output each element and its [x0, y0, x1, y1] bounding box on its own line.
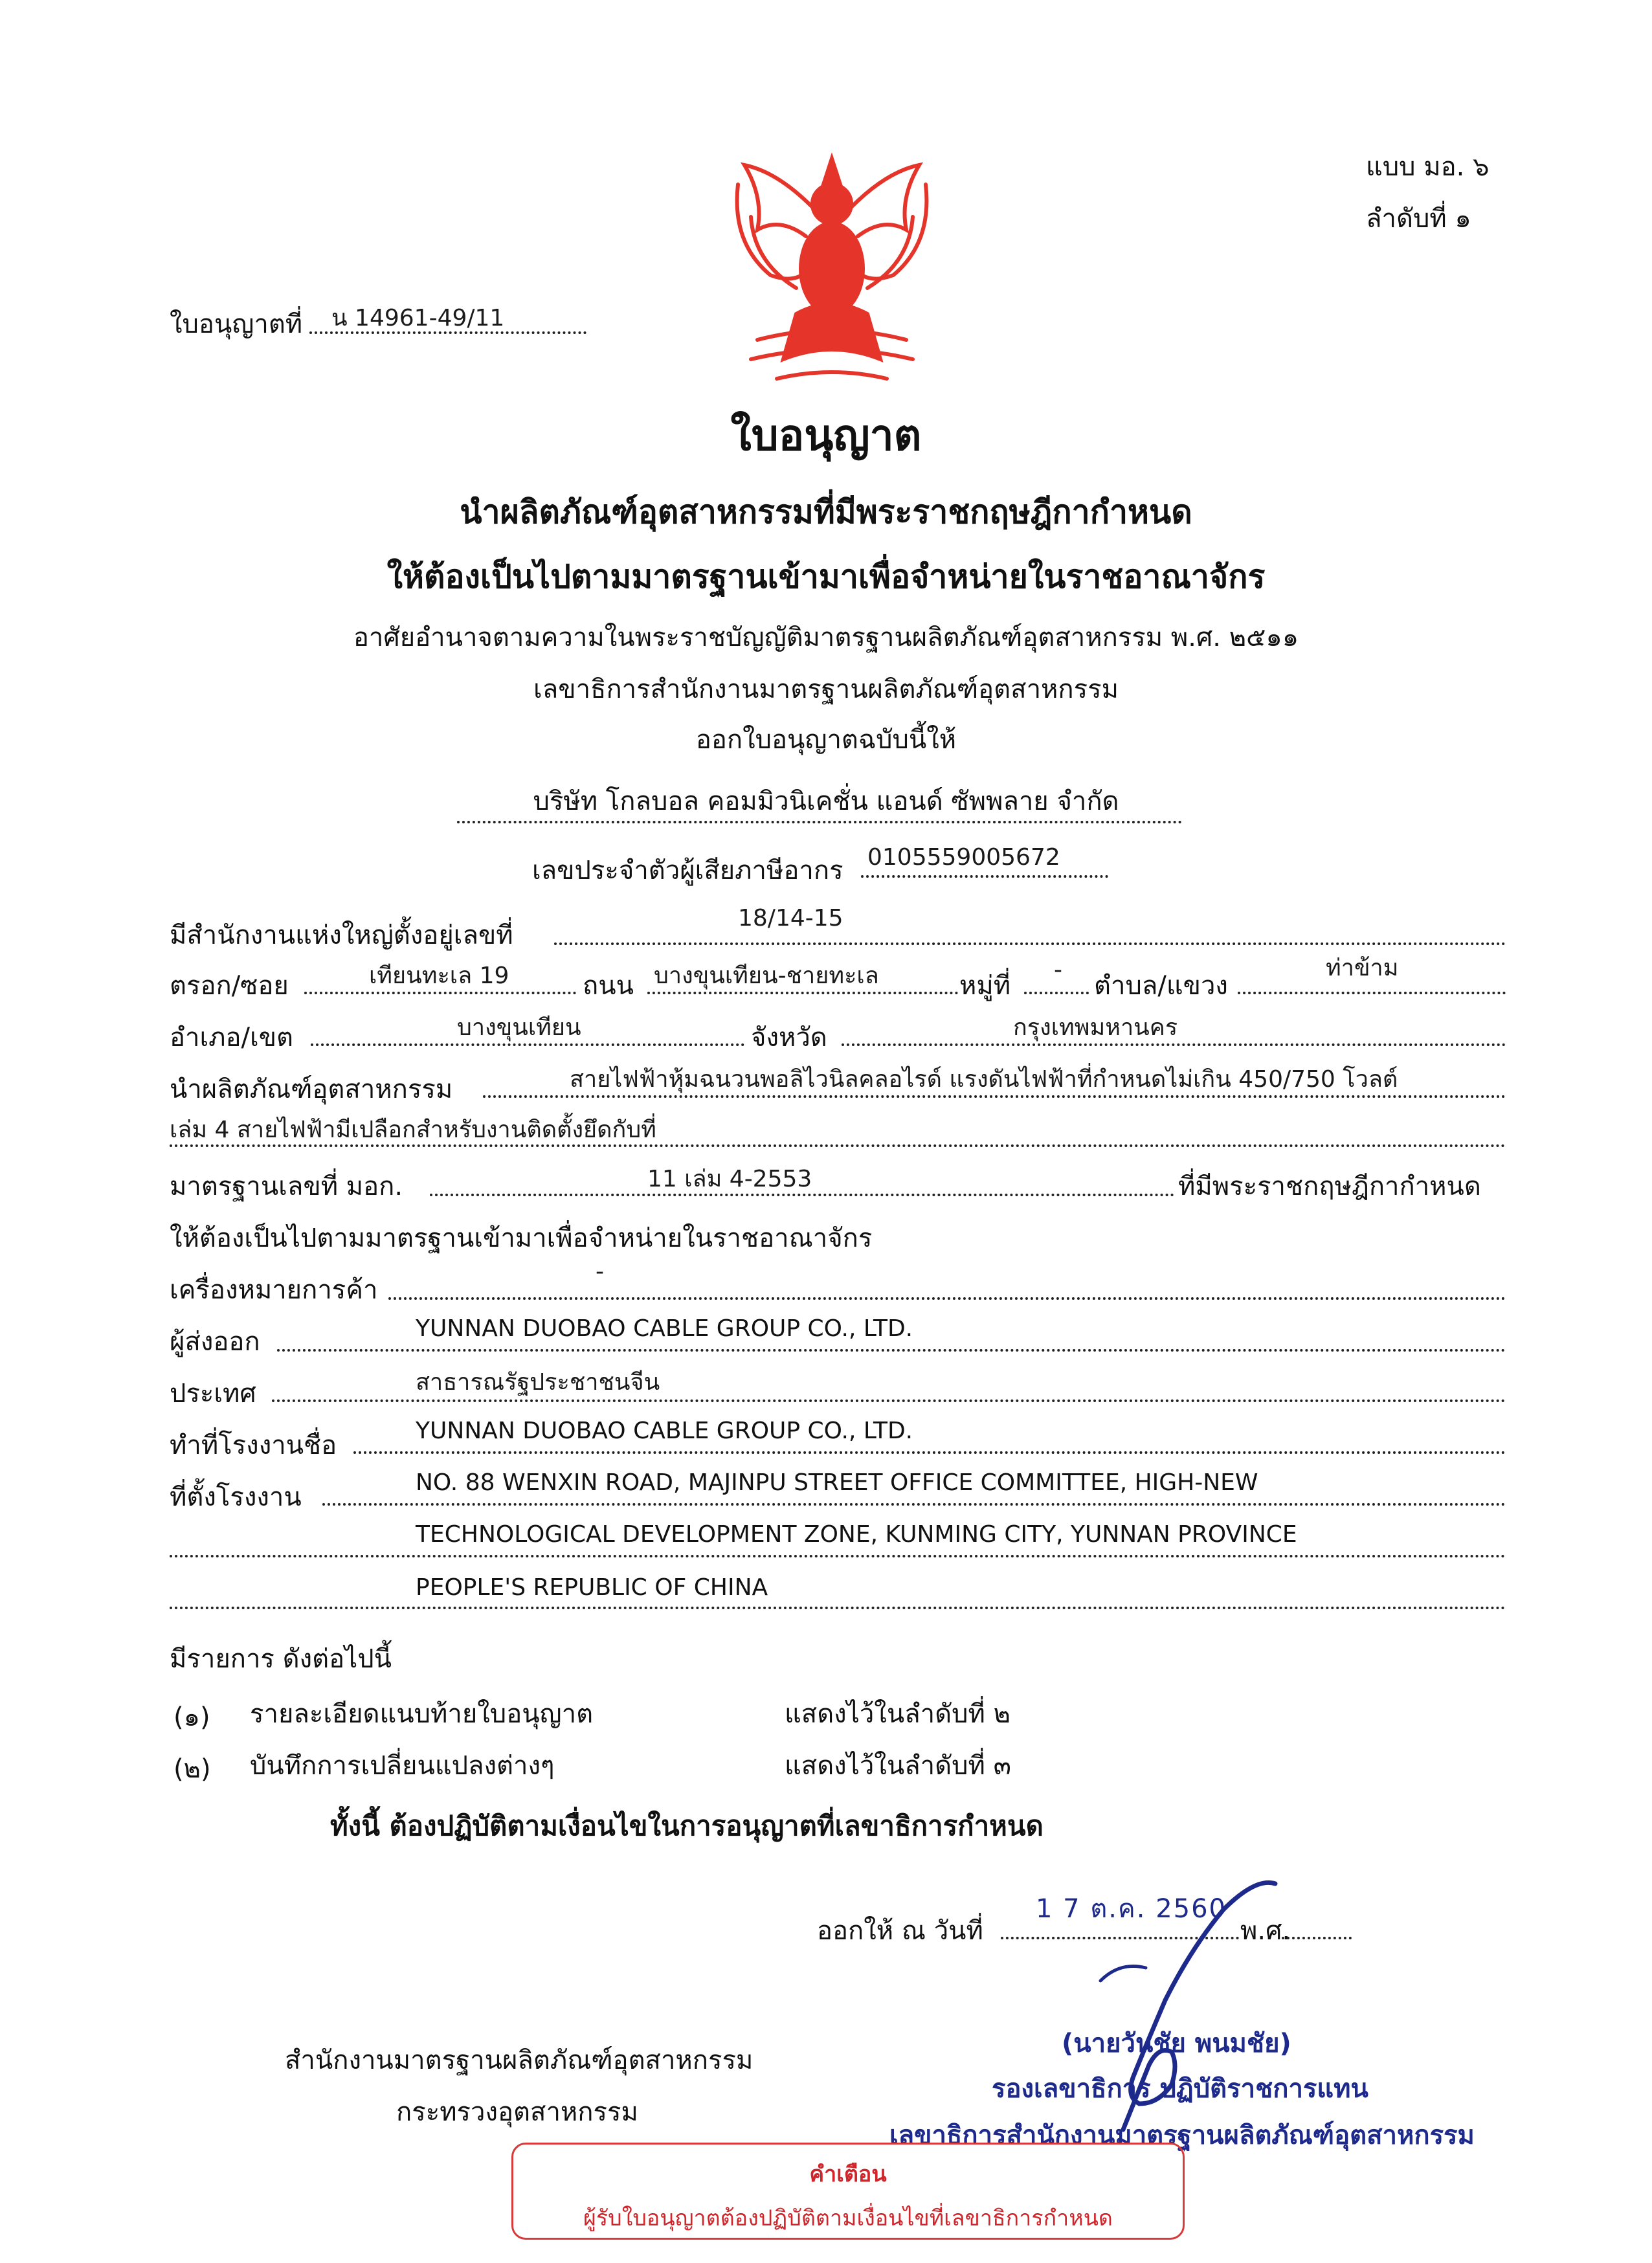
item-2-reference: แสดงไว้ในลำดับที่ ๓ — [785, 1751, 1011, 1781]
product-label: นำผลิตภัณฑ์อุตสาหกรรม — [170, 1075, 453, 1104]
hq-value: 18/14-15 — [738, 905, 843, 931]
item-2-number: (๒) — [173, 1754, 211, 1784]
moo-label: หมู่ที่ — [959, 971, 1011, 1001]
license-no-value: น 14961-49/11 — [331, 305, 505, 331]
district-value: บางขุนเทียน — [457, 1014, 581, 1041]
subdistrict-value: ท่าข้าม — [1326, 955, 1399, 981]
tax-id-value: 0105559005672 — [867, 844, 1060, 871]
items-intro: มีรายการ ดังต่อไปนี้ — [170, 1644, 392, 1674]
district-label: อำเภอ/เขต — [170, 1023, 294, 1053]
exporter-value: YUNNAN DUOBAO CABLE GROUP CO., LTD. — [416, 1315, 913, 1342]
exporter-label: ผู้ส่งออก — [170, 1327, 260, 1357]
condition-statement: ทั้งนี้ ต้องปฏิบัติตามเงื่อนไขในการอนุญาตที่เลขาธิการกำหนด — [330, 1810, 1044, 1842]
factory-location-line-2: TECHNOLOGICAL DEVELOPMENT ZONE, KUNMING CITY, YUNNAN PROVINCE — [416, 1521, 1297, 1548]
company-dotted-line — [457, 821, 1182, 823]
warning-text: ผู้รับใบอนุญาตต้องปฏิบัติตามเงื่อนไขที่เลขาธิการกำหนด — [583, 2205, 1113, 2231]
trademark-label: เครื่องหมายการค้า — [170, 1275, 378, 1305]
hq-dotted-line — [554, 942, 1506, 945]
issue-date-label: ออกให้ ณ วันที่ — [817, 1916, 983, 1946]
item-1-text: รายละเอียดแนบท้ายใบอนุญาต — [250, 1699, 594, 1729]
signatory-position-2: เลขาธิการสำนักงานมาตรฐานผลิตภัณฑ์อุตสาหกรรม — [889, 2121, 1475, 2150]
warning-box — [511, 2143, 1185, 2240]
authority-line-3: ออกใบอนุญาตฉบับนี้ให้ — [695, 725, 957, 755]
tax-id-dotted-line — [861, 875, 1108, 878]
moo-dotted-line — [1024, 992, 1089, 994]
company-name: บริษัท โกลบอล คอมมิวนิเคชั่น แอนด์ ซัพพลาย จำกัด — [533, 786, 1119, 816]
subdistrict-dotted-line — [1238, 992, 1506, 994]
title-line-1: นำผลิตภัณฑ์อุตสาหกรรมที่มีพระราชกฤษฎีกากำหนด — [460, 493, 1192, 531]
province-value: กรุงเทพมหานคร — [1013, 1014, 1178, 1041]
product-dotted-line-2 — [170, 1144, 1506, 1147]
garuda-emblem-icon — [719, 146, 945, 392]
item-1-reference: แสดงไว้ในลำดับที่ ๒ — [785, 1699, 1010, 1729]
province-label: จังหวัด — [751, 1023, 827, 1053]
soi-label: ตรอก/ซอย — [170, 971, 289, 1001]
standard-label: มาตรฐานเลขที่ มอก. — [170, 1172, 403, 1201]
road-value: บางขุนเทียน-ชายทะเล — [654, 963, 879, 989]
authority-line-1: อาศัยอำนาจตามความในพระราชบัญญัติมาตรฐานผลิตภัณฑ์อุตสาหกรรม พ.ศ. ๒๕๑๑ — [353, 623, 1299, 652]
form-code: แบบ มอ. ๖ — [1366, 152, 1490, 182]
product-value-line-1: สายไฟฟ้าหุ้มฉนวนพอลิไวนิลคลอไรด์ แรงดันไฟฟ้าที่กำหนดไม่เกิน 450/750 โวลต์ — [570, 1066, 1398, 1093]
tax-id-label: เลขประจำตัวผู้เสียภาษีอากร — [532, 856, 843, 886]
item-1-number: (๑) — [173, 1702, 210, 1732]
title-line-2: ให้ต้องเป็นไปตามมาตรฐานเข้ามาเพื่อจำหน่ายในราชอาณาจักร — [386, 558, 1266, 596]
road-label: ถนน — [583, 971, 634, 1001]
standard-suffix: ที่มีพระราชกฤษฎีกากำหนด — [1178, 1172, 1481, 1201]
signatory-name: (นายวันชัย พนมชัย) — [1062, 2029, 1291, 2058]
exporter-dotted-line — [277, 1349, 1506, 1352]
order-number: ลำดับที่ ๑ — [1366, 204, 1471, 234]
factory-location-label: ที่ตั้งโรงงาน — [170, 1482, 302, 1512]
trademark-value: - — [596, 1258, 604, 1285]
office-line-2: กระทรวงอุตสาหกรรม — [396, 2097, 638, 2127]
item-2-text: บันทึกการเปลี่ยนแปลงต่างๆ — [250, 1751, 555, 1781]
signatory-position-1: รองเลขาธิการ ปฏิบัติราชการแทน — [992, 2074, 1368, 2104]
factory-location-line-3: PEOPLE'S REPUBLIC OF CHINA — [416, 1574, 768, 1601]
factory-name-value: YUNNAN DUOBAO CABLE GROUP CO., LTD. — [416, 1418, 913, 1444]
factory-location-line-1: NO. 88 WENXIN ROAD, MAJINPU STREET OFFICE COMMITTEE, HIGH-NEW — [416, 1469, 1258, 1496]
factory-name-dotted-line — [353, 1451, 1506, 1454]
document-title: ใบอนุญาต — [730, 410, 922, 460]
factory-location-dotted-line-3 — [170, 1607, 1506, 1609]
warning-title: คำเตือน — [809, 2161, 887, 2187]
moo-value: - — [1054, 957, 1062, 983]
issue-date-suffix: พ.ศ. — [1240, 1916, 1291, 1946]
soi-value: เทียนทะเล 19 — [369, 963, 509, 989]
factory-location-dotted-line-1 — [322, 1503, 1506, 1506]
issue-date-stamp: 1 7 ต.ค. 2560 — [1036, 1894, 1227, 1924]
country-value: สาธารณรัฐประชาชนจีน — [416, 1369, 660, 1396]
product-value-line-2: เล่ม 4 สายไฟฟ้ามีเปลือกสำหรับงานติดตั้งยึดกับที่ — [170, 1117, 656, 1143]
hq-label: มีสำนักงานแห่งใหญ่ตั้งอยู่เลขที่ — [170, 920, 513, 950]
standard-line-2: ให้ต้องเป็นไปตามมาตรฐานเข้ามาเพื่อจำหน่ายในราชอาณาจักร — [170, 1223, 873, 1253]
subdistrict-label: ตำบล/แขวง — [1094, 971, 1228, 1001]
country-label: ประเทศ — [170, 1379, 256, 1409]
office-line-1: สำนักงานมาตรฐานผลิตภัณฑ์อุตสาหกรรม — [285, 2046, 753, 2075]
license-no-label: ใบอนุญาตที่ — [170, 309, 303, 339]
authority-line-2: เลขาธิการสำนักงานมาตรฐานผลิตภัณฑ์อุตสาหกรรม — [533, 674, 1119, 704]
factory-location-dotted-line-2 — [170, 1555, 1506, 1557]
standard-value: 11 เล่ม 4-2553 — [647, 1166, 812, 1192]
trademark-dotted-line — [388, 1297, 1506, 1300]
factory-name-label: ทำที่โรงงานชื่อ — [170, 1431, 337, 1460]
